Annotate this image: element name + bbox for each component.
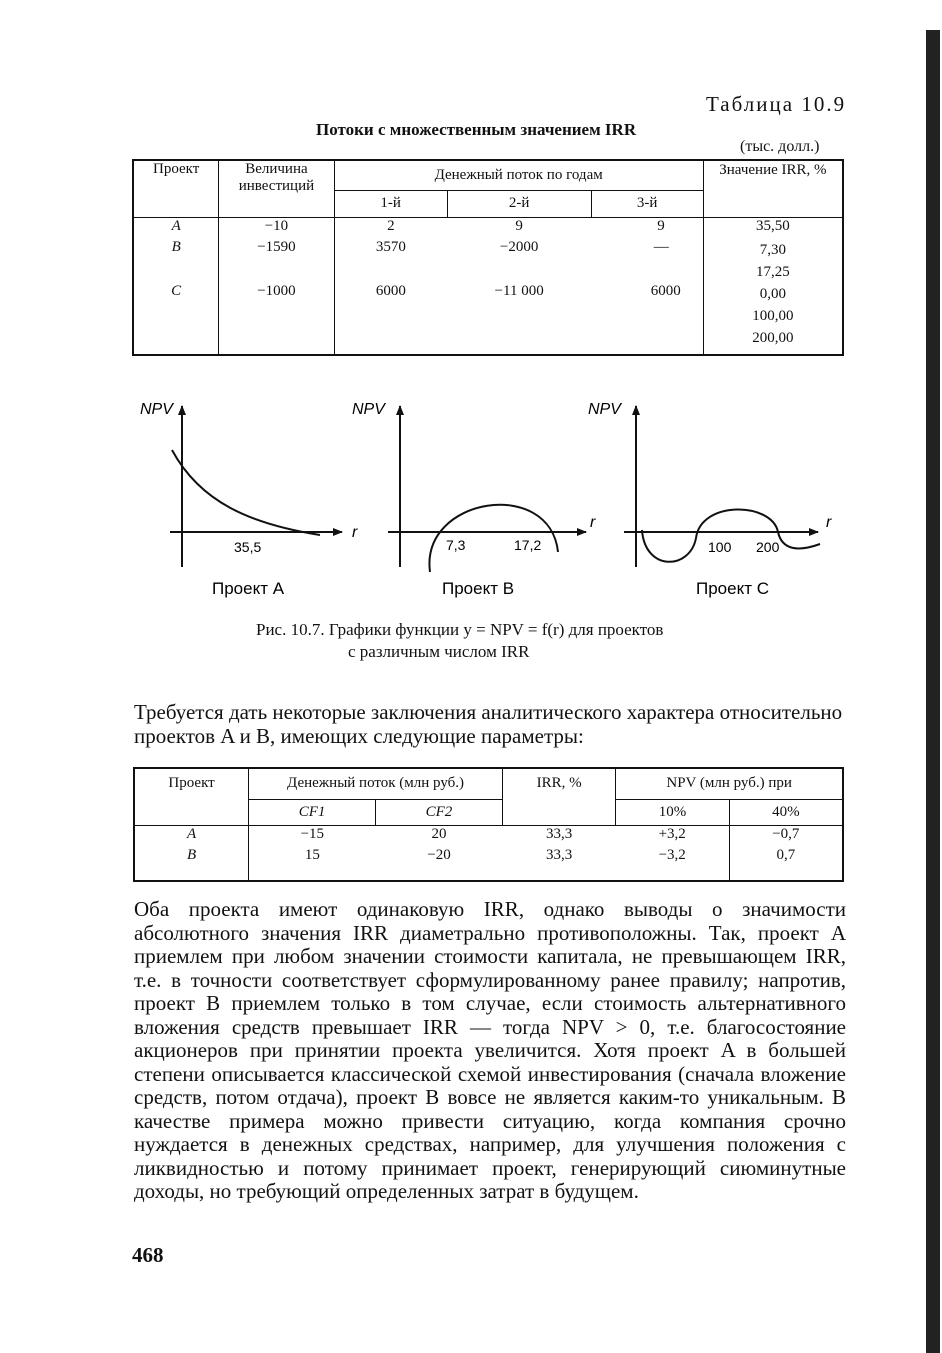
- header-project: Проект: [134, 768, 249, 825]
- cell-year1: 2: [387, 217, 395, 234]
- cell-investment: −1000: [219, 283, 334, 355]
- cell-investment: −10: [219, 217, 334, 239]
- header-investment: Величина инвестиций: [219, 160, 334, 217]
- header-r40: 40%: [729, 799, 843, 825]
- scan-edge-bar: [926, 30, 940, 1353]
- cell-npv40: 0,7: [729, 847, 843, 881]
- cell-year1: 3570: [375, 239, 406, 255]
- header-cf1: CF1: [249, 799, 376, 825]
- table-row: [134, 847, 843, 881]
- cell-npv40: −0,7: [729, 825, 843, 847]
- cell-year1: 6000: [375, 283, 406, 299]
- header-year3: 3-й: [591, 190, 703, 217]
- cell-project: A: [133, 217, 219, 239]
- graph-project-c: [588, 401, 832, 598]
- figure-caption-line2: с различным числом IRR: [348, 642, 530, 661]
- cell-year2: −2000: [499, 239, 539, 255]
- cell-project: B: [134, 847, 249, 881]
- table-row: [133, 239, 843, 283]
- npv-axis-label: NPV: [352, 401, 385, 418]
- npv-figure: [130, 392, 850, 604]
- irr-table: [132, 159, 844, 356]
- body-paragraph: Оба проекта имеют одинаковую IRR, однако выводы о значимости абсолютного значения IRR диаметрально противоположны. Так, проект A приемлем при любом значении стоимости капитала, не превышающем IRR, т.е. в точности соответствует сформулированному ранее правилу; напротив, проект B приемлем только в том случае, если стоимость альтернативного вложения средств превышает IRR — тогда NPV > 0, т.е. благосостояние акционеров при принятии проекта увеличится. Хотя проект A в большей степени описывается классической схемой инвестирования (сначала вложение средств, потом отдача), проект B вовсе не является каким-то уникальным. В качестве примера можно привести ситуацию, когда компания срочно нуждается в денежных средствах, например, для улучшения положения с ликвидностью и потому принимает проект, генерирующий сиюминутные доходы, но требующий определенных затрат в будущем.: [134, 897, 846, 1203]
- r-axis-label: r: [352, 524, 358, 541]
- panel-label: Проект A: [212, 579, 285, 598]
- cell-irr: 33,3: [545, 847, 573, 863]
- cell-project: C: [133, 283, 219, 355]
- cell-cf2: −20: [427, 847, 451, 863]
- cell-cf2: 20: [431, 825, 447, 842]
- irr-tick-label: 200: [756, 539, 780, 555]
- panel-label: Проект B: [442, 579, 515, 598]
- header-npv: NPV (млн руб.) при: [616, 768, 843, 799]
- r-axis-label: r: [826, 514, 832, 531]
- units-label: (тыс. долл.): [740, 138, 820, 155]
- cell-year3: 6000: [650, 283, 681, 299]
- header-irr: IRR, %: [502, 768, 615, 825]
- cell-year2: 9: [515, 217, 523, 234]
- page-number: 468: [132, 1243, 164, 1267]
- cell-cf1: −15: [300, 825, 325, 842]
- figure-caption-line1: Рис. 10.7. Графики функции y = NPV = f(r) для проектов: [256, 620, 664, 639]
- header-cashflow: Денежный поток по годам: [334, 160, 703, 190]
- npv-table: [133, 767, 844, 882]
- graph-project-b: [352, 401, 596, 598]
- npv-axis-label: NPV: [588, 401, 621, 418]
- header-project: Проект: [133, 160, 219, 217]
- header-cashflow: Денежный поток (млн руб.): [249, 768, 503, 799]
- cell-year3: —: [653, 239, 669, 255]
- header-r10: 10%: [616, 799, 729, 825]
- table-label: Таблица 10.9: [706, 92, 847, 116]
- table-title: Потоки с множественным значением IRR: [316, 120, 637, 139]
- cell-year2: −11 000: [494, 283, 544, 299]
- cell-npv10: +3,2: [658, 825, 686, 842]
- graph-project-a: [140, 401, 358, 598]
- cell-irr: 33,3: [545, 825, 573, 842]
- cell-npv10: −3,2: [658, 847, 686, 863]
- cell-year3: 9: [657, 217, 665, 234]
- cell-project: A: [134, 825, 249, 847]
- header-irr: Значение IRR, %: [703, 160, 843, 217]
- npv-axis-label: NPV: [140, 401, 173, 418]
- irr-tick-label: 7,3: [446, 537, 466, 553]
- irr-tick-label: 17,2: [514, 537, 542, 553]
- irr-tick-label: 35,5: [234, 539, 262, 555]
- npv-curve: [172, 450, 320, 535]
- irr-tick-label: 100: [708, 539, 732, 555]
- cell-investment: −1590: [219, 239, 334, 283]
- cell-irr: 0,00 100,00 200,00: [703, 283, 843, 355]
- header-year1: 1-й: [334, 190, 447, 217]
- table-row: [133, 283, 843, 355]
- table-row: [134, 825, 843, 847]
- header-year2: 2-й: [447, 190, 591, 217]
- header-cf2: CF2: [376, 799, 503, 825]
- cell-project: B: [133, 239, 219, 283]
- cell-cf1: 15: [304, 847, 320, 863]
- cell-irr: 7,30 17,25: [703, 239, 843, 283]
- panel-label: Проект C: [696, 579, 769, 598]
- r-axis-label: r: [590, 514, 596, 531]
- cell-irr: 35,50: [703, 217, 843, 239]
- table-row: [133, 217, 843, 239]
- intro-paragraph: Требуется дать некоторые заключения аналитического характера относительно проектов A и B, имеющих следующие параметры:: [134, 700, 843, 748]
